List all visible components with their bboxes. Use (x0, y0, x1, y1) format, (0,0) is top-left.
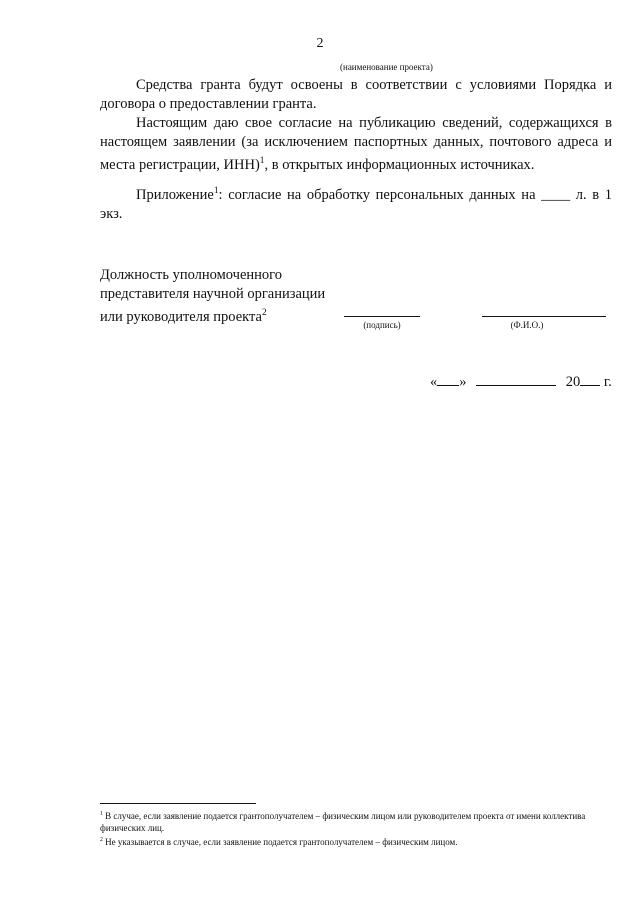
signatory-title-line: Должность уполномоченного (100, 267, 283, 283)
attachment-label: Приложение (136, 186, 214, 203)
paragraph-funds: Средства гранта будут освоены в соответствии с условиями Порядка и договора о предоставлении гранта. (100, 77, 612, 112)
page-number: 2 (316, 36, 324, 51)
footnotes (100, 808, 610, 848)
year-blank (580, 373, 600, 386)
name-line (482, 316, 606, 317)
signatory-title (100, 266, 325, 327)
signatory-title-line: или руководителя проекта$^2$ (100, 308, 267, 325)
paragraph-consent (100, 114, 612, 175)
paragraph-attachment (100, 182, 612, 224)
signature-caption: (подпись) (363, 320, 401, 330)
project-name-caption: (наименование проекта) (340, 62, 433, 72)
date-close-quote: » (459, 374, 467, 390)
footnote-ref-1: 1 (259, 156, 265, 166)
signatory-title-line: представителя научной организации (100, 286, 326, 302)
consent-text: Настоящим даю свое согласие на публикацию сведений, содержащихся в настоящем заявлении (за исключением паспортных данных, почтового адреса и места регистрации, ИНН) (100, 115, 612, 173)
footnote-ref-1b: 1 (213, 186, 219, 196)
date-open-quote: « (430, 374, 438, 390)
footnote-separator (100, 803, 256, 804)
footnote: $^1$ В случае, если заявление подается грантополучателем – физическим лицом или руководителем проекта от имени коллектива физических лиц. (100, 811, 586, 833)
footnote-ref-2: 2 (261, 308, 267, 318)
attachment-text: : согласие на обработку персональных данных на ____ л. в 1 экз. (100, 186, 612, 222)
signature-line (344, 316, 420, 317)
date-line (430, 373, 612, 391)
consent-text-end: , в открытых информационных источниках. (264, 156, 535, 173)
month-blank (476, 373, 556, 386)
footnote: $^2$ Не указывается в случае, если заявление подается грантополучателем – физическим лицом. (100, 837, 458, 847)
day-blank (437, 373, 459, 386)
year-suffix: г. (603, 374, 612, 390)
year-prefix: 20 (565, 374, 581, 390)
name-caption: (Ф.И.О.) (510, 320, 544, 330)
